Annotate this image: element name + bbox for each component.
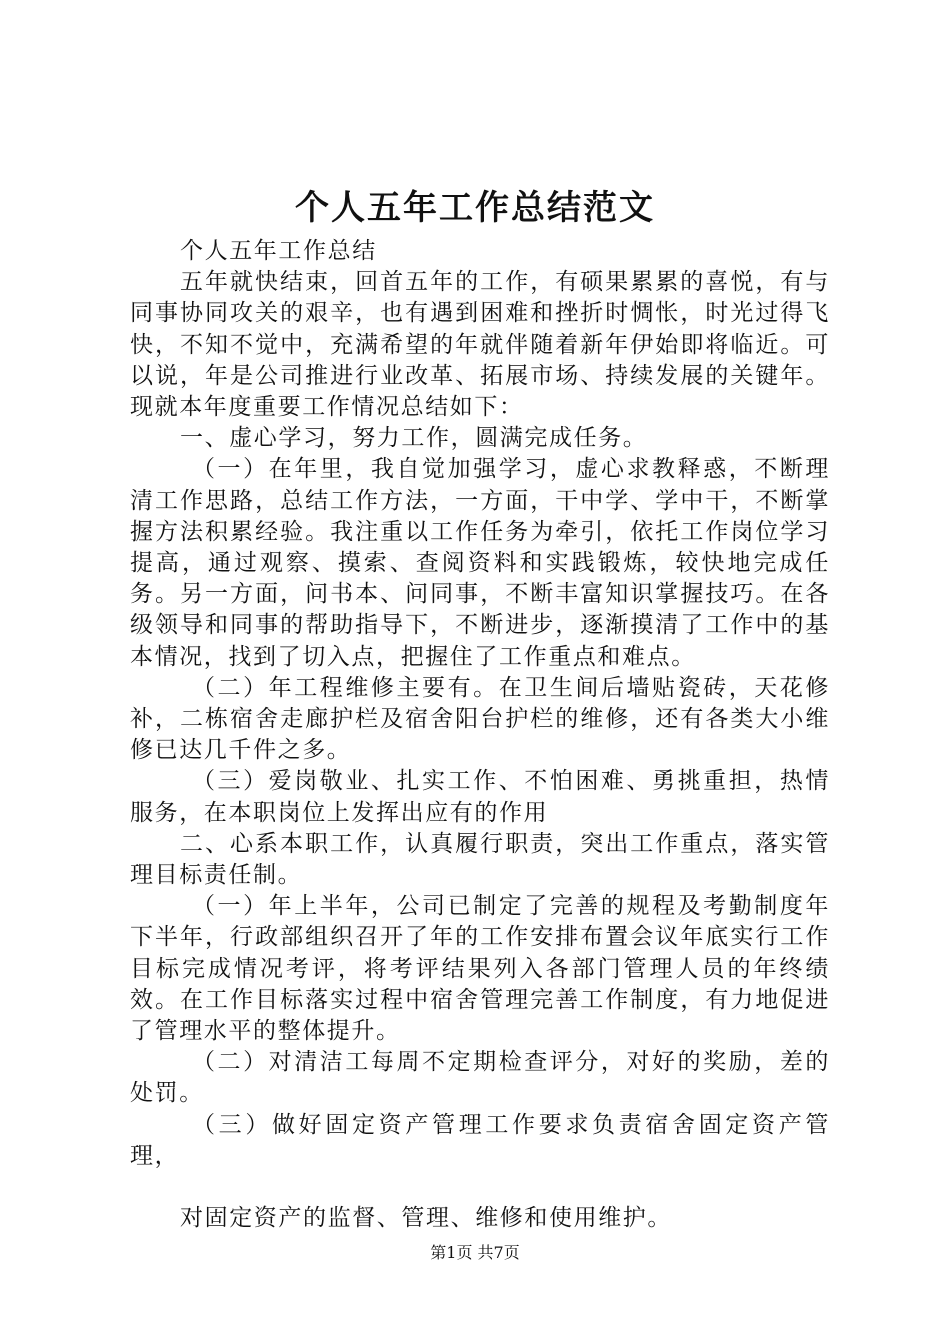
section-1-item-3: （三）爱岗敬业、扎实工作、不怕困难、勇挑重担，热情服务，在本职岗位上发挥出应有的作用 — [130, 768, 830, 826]
document-title: 个人五年工作总结范文 — [295, 188, 655, 228]
section-2-item-1: （一）年上半年，公司已制定了完善的规程及考勤制度年下半年，行政部组织召开了年的工作安排布置会议年底实行工作目标完成情况考评，将考评结果列入各部门管理人员的年终绩效。在工作目标落实过程中宿舍管理完善工作制度，有力地促进了管理水平的整体提升。 — [130, 893, 830, 1045]
document-body — [130, 236, 830, 1234]
closing-paragraph: 对固定资产的监督、管理、维修和使用维护。 — [180, 1205, 672, 1232]
section-2-item-3: （三）做好固定资产管理工作要求负责宿舍固定资产管理， — [130, 1111, 830, 1169]
section-1-item-2: （二）年工程维修主要有。在卫生间后墙贴瓷砖，天花修补，二栋宿舍走廊护栏及宿舍阳台护栏的维修，还有各类大小维修已达几千件之多。 — [130, 674, 830, 764]
section-2-heading: 二、心系本职工作，认真履行职责，突出工作重点，落实管理目标责任制。 — [130, 830, 830, 889]
section-2-item-2: （二）对清洁工每周不定期检查评分，对好的奖励，差的处罚。 — [130, 1049, 830, 1107]
section-1-item-1: （一）在年里，我自觉加强学习，虚心求教释惑，不断理清工作思路，总结工作方法，一方面，干中学、学中干，不断掌握方法积累经验。我注重以工作任务为牵引，依托工作岗位学习提高，通过观察、摸索、查阅资料和实践锻炼，较快地完成任务。另一方面，问书本、问同事，不断丰富知识掌握技巧。在各级领导和同事的帮助指导下，不断进步，逐渐摸清了工作中的基本情况，找到了切入点，把握住了工作重点和难点。 — [130, 456, 830, 670]
document-subtitle: 个人五年工作总结 — [180, 238, 377, 264]
page-footer: 第1页 共7页 — [430, 1243, 520, 1262]
section-1-heading: 一、虚心学习，努力工作，圆满完成任务。 — [180, 425, 648, 452]
paragraph-gap — [130, 1172, 830, 1203]
intro-paragraph: 五年就快结束，回首五年的工作，有硕果累累的喜悦，有与同事协同攻关的艰辛，也有遇到困难和挫折时惆怅，时光过得飞快，不知不觉中，充满希望的年就伴随着新年伊始即将临近。可以说，年是公司推进行业改革、拓展市场、持续发展的关键年。现就本年度重要工作情况总结如下： — [130, 269, 830, 421]
